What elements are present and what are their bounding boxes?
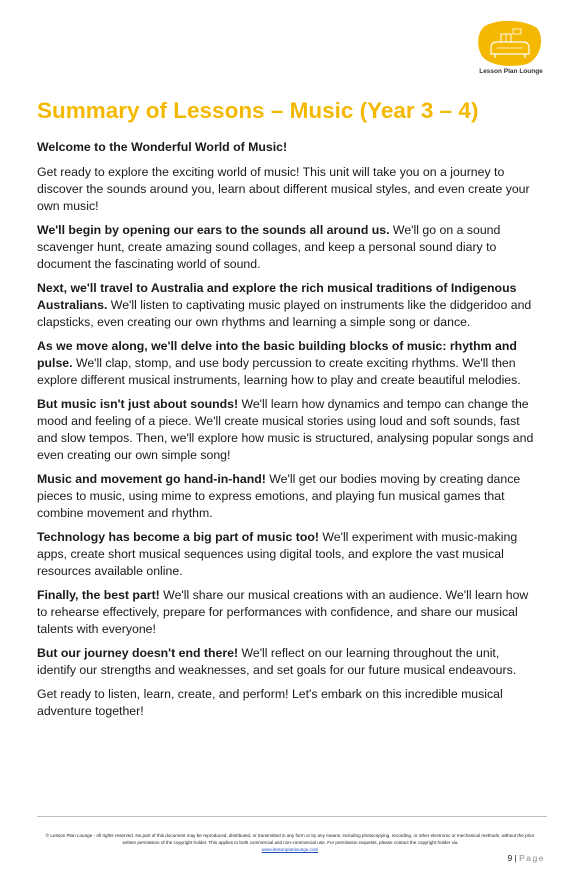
summary-paragraph (37, 645, 537, 679)
summary-paragraph (37, 338, 537, 389)
summary-paragraph (37, 222, 537, 273)
summary-paragraph (37, 529, 537, 580)
paragraph-lead: We'll begin by opening our ears to the sounds all around us. (37, 223, 390, 237)
paragraph-text: We'll listen to captivating music played on instruments like the didgeridoo and clapsticks, even creating our own rhythms and learning a simple song or dance. (37, 298, 532, 329)
paragraph-lead: Next, we'll travel to Australia and explore the rich musical traditions of Indigenous Australians. (37, 281, 517, 312)
page-title: Summary of Lessons – Music (Year 3 – 4) (37, 98, 479, 123)
paragraph-text: We'll go on a sound scavenger hunt, create amazing sound collages, and keep a personal sound diary to document the fascinating world of sound. (37, 223, 501, 271)
paragraph-text: We'll share our musical creations with an audience. We'll learn how to rehearse effectively, prepare for performances with confidence, and share our musical talents with everyone! (37, 588, 529, 636)
page-number-separator: | (514, 853, 517, 863)
paragraph-lead: But music isn't just about sounds! (37, 397, 239, 411)
paragraph-text: We'll reflect on our learning throughout the unit, identify our strengths and weaknesses, and set goals for our future musical endeavours. (37, 646, 517, 677)
brand-logo (471, 20, 551, 82)
intro-paragraph: Get ready to explore the exciting world of music! This unit will take you on a journey to discover the sounds around you, learn about different musical styles, and even create your own music! (37, 165, 530, 213)
paragraph-lead: Finally, the best part! (37, 588, 160, 602)
summary-paragraph (37, 396, 537, 464)
paragraph-text: We'll learn how dynamics and tempo can change the mood and feeling of a piece. We'll create musical stories using loud and soft sounds, fast and slow tempos. Then, we'll explore how music is structured, analysing popular songs and even creating our own simple song! (37, 397, 534, 462)
brand-name: Lesson Plan Lounge (479, 68, 543, 75)
closing-paragraph: Get ready to listen, learn, create, and perform! Let's embark on this incredible musical adventure together! (37, 687, 503, 718)
copyright-notice (40, 833, 540, 853)
summary-paragraph (37, 280, 537, 331)
copyright-text: © Lesson Plan Lounge - All rights reserved. No part of this document may be reproduced, distributed, or transmitted in any form or by any means, including photocopying, recording, or other electronic or mechanical methods, without the prior written permission of the copyright holder. This applies to both commercial and non-commercial use. For permission requests, please contact the copyright holder via (45, 833, 535, 845)
paragraph-text: We'll experiment with music-making apps, create short musical sequences using digital tools, and explore the vast musical resources available online. (37, 530, 518, 578)
paragraph-text: We'll get our bodies moving by creating dance pieces to music, using mime to express emotions, and playing fun musical games that combine movement and rhythm. (37, 472, 521, 520)
page-number (470, 853, 545, 863)
paragraph-lead: Technology has become a big part of music too! (37, 530, 319, 544)
lesson-summary (37, 139, 537, 727)
summary-paragraph (37, 471, 537, 522)
paragraph-lead: Music and movement go hand-in-hand! (37, 472, 266, 486)
welcome-heading: Welcome to the Wonderful World of Music! (37, 140, 288, 154)
paragraph-lead: As we move along, we'll delve into the basic building blocks of music: rhythm and pulse. (37, 339, 517, 370)
page-label: Page (519, 853, 545, 863)
couch-icon (477, 20, 543, 66)
footer-divider (37, 816, 547, 817)
page-number-value: 9 (507, 853, 513, 863)
paragraph-text: We'll clap, stomp, and use body percussion to create exciting rhythms. We'll then explore different musical instruments, learning how to play and create beautiful melodies. (37, 356, 521, 387)
paragraph-lead: But our journey doesn't end there! (37, 646, 239, 660)
summary-paragraph (37, 587, 537, 638)
website-link[interactable]: www.lessonplanlounge.com (261, 846, 319, 852)
